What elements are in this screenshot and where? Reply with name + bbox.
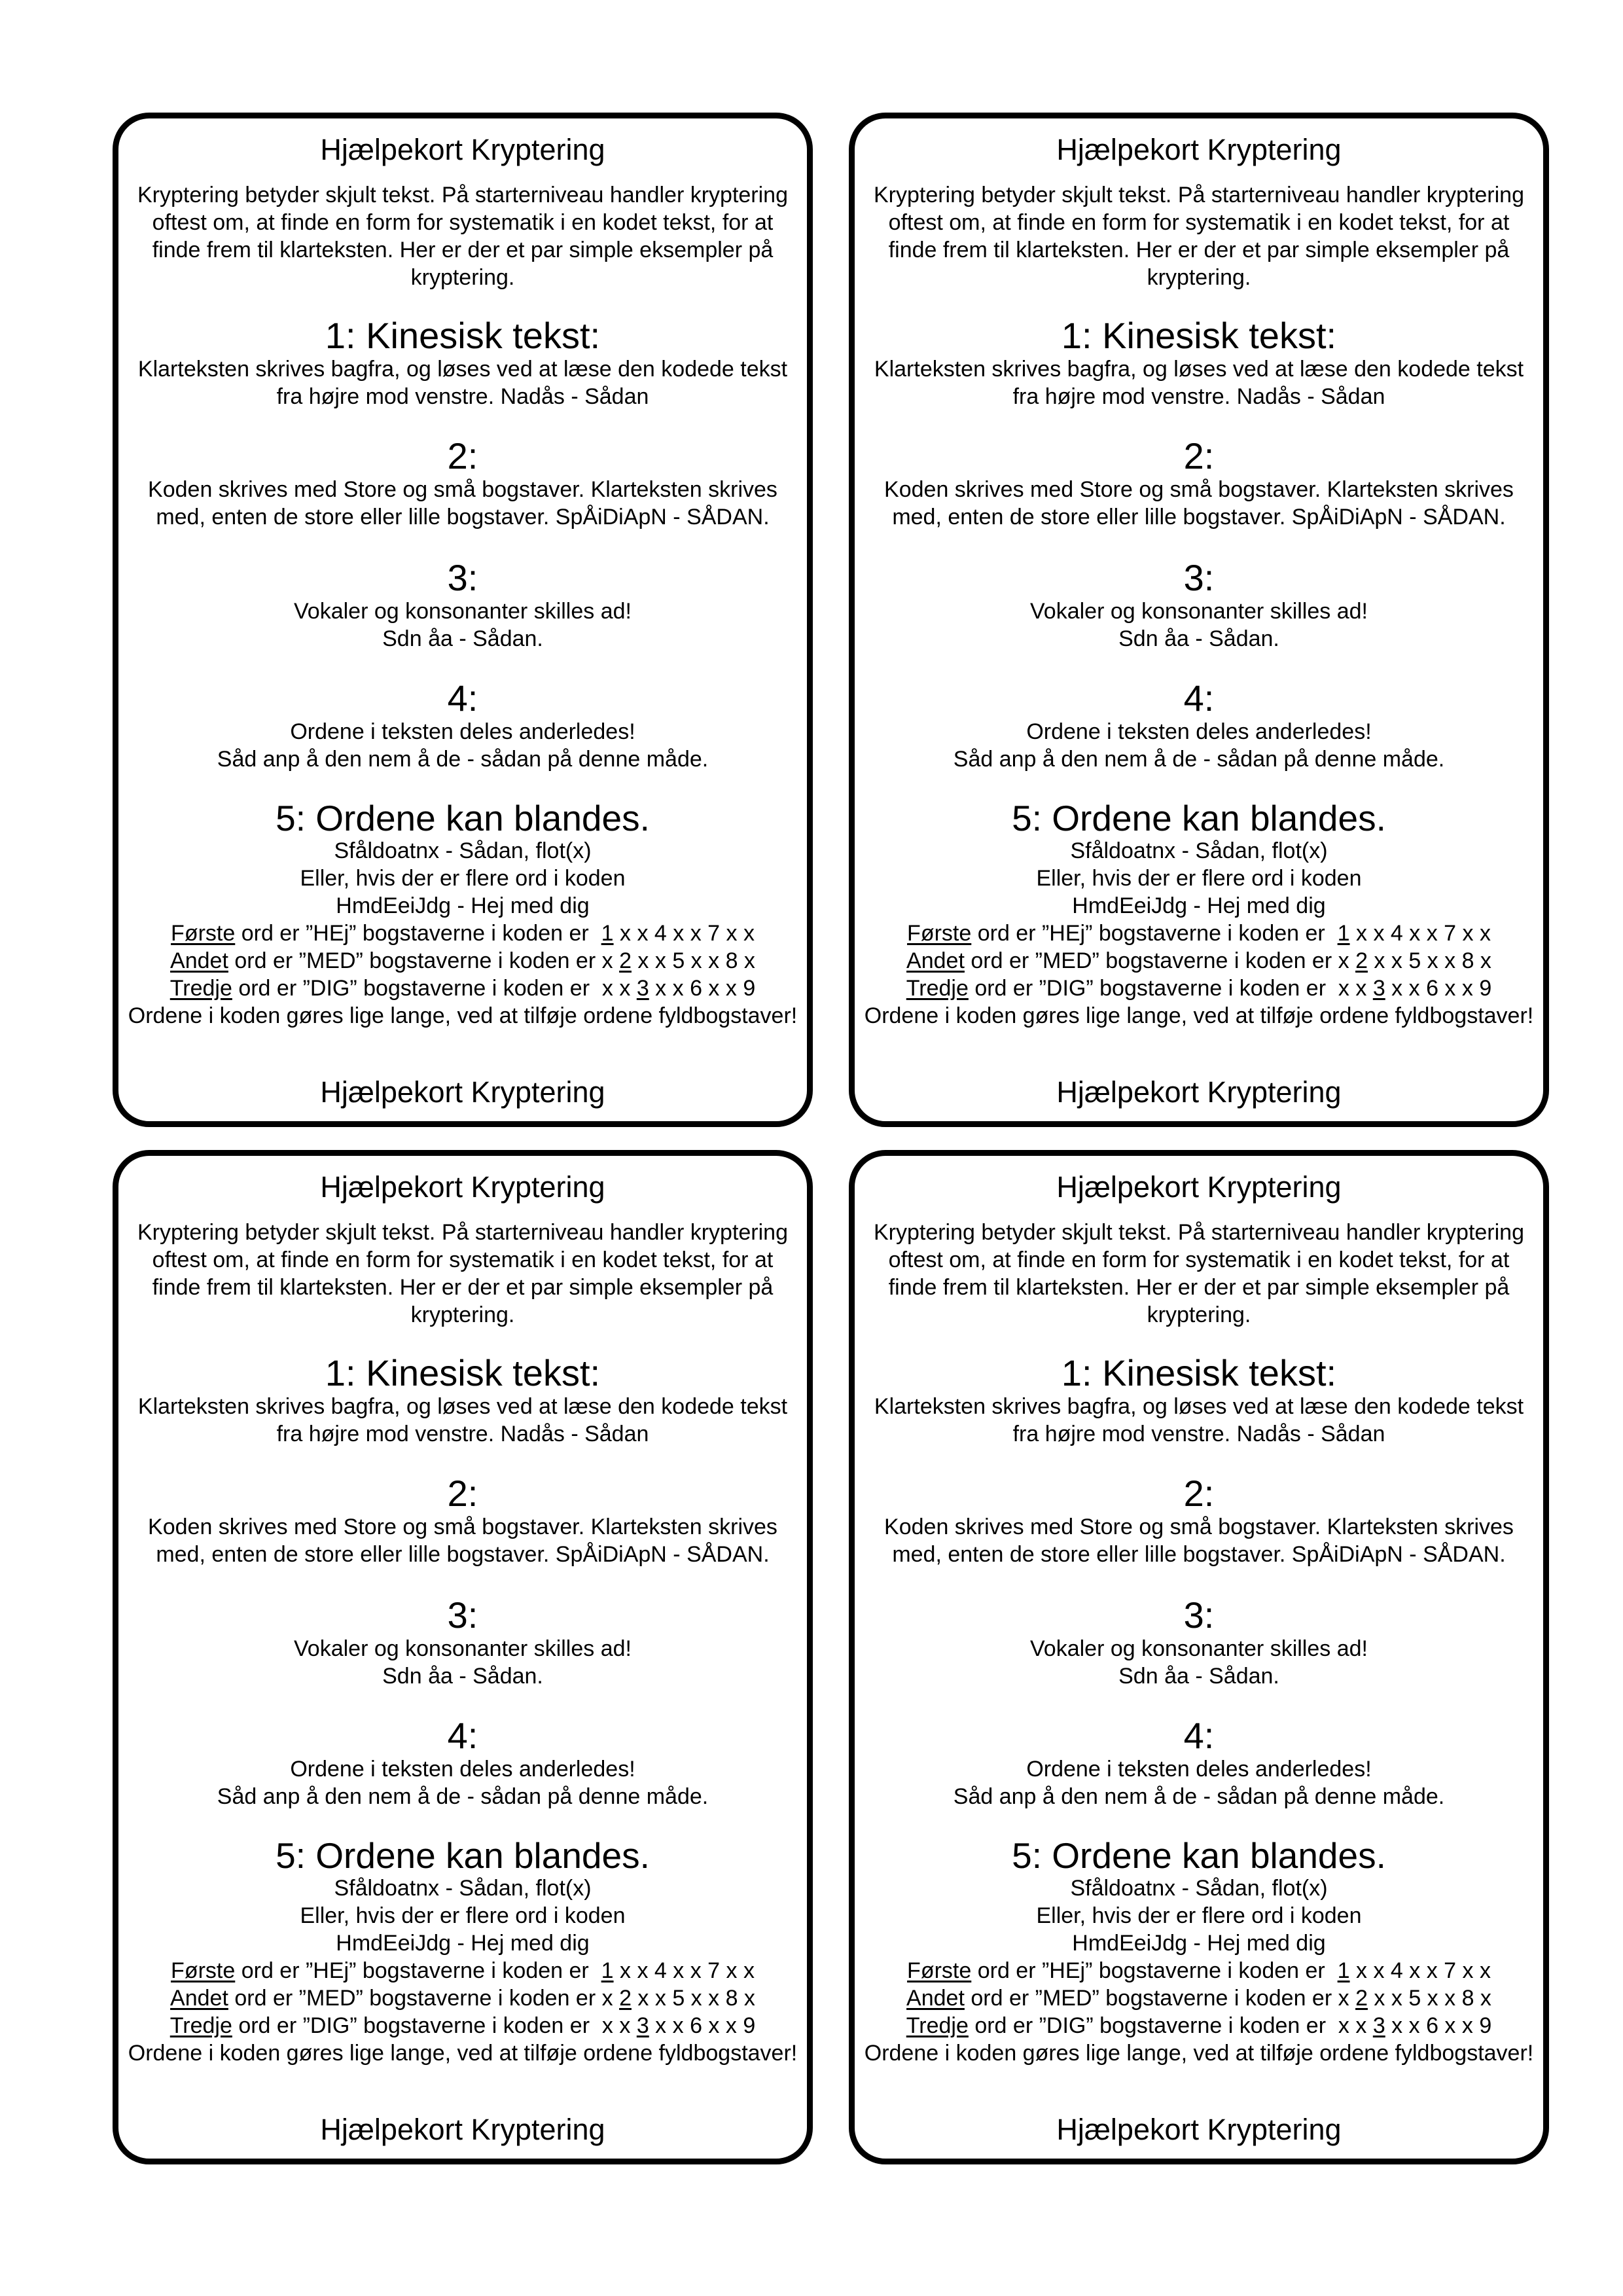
rule-text: x x 5 x x 8 x bbox=[1367, 1986, 1491, 2011]
rule-number: 2 bbox=[1355, 1986, 1368, 2011]
section-5-heading: 5: Ordene kan blandes. bbox=[276, 1835, 650, 1876]
rule-text: x x 5 x x 8 x bbox=[631, 1986, 755, 2011]
section-5-line: Eller, hvis der er flere ord i koden bbox=[300, 1903, 626, 1928]
section-5-heading: 5: Ordene kan blandes. bbox=[1012, 1835, 1386, 1876]
section-3-line: Sdn åa - Sådan. bbox=[382, 1664, 543, 1689]
section-4 bbox=[860, 679, 1538, 773]
section-5-line: HmdEeiJdg - Hej med dig bbox=[1072, 1931, 1326, 1956]
section-1 bbox=[860, 1354, 1538, 1448]
section-4 bbox=[124, 679, 802, 773]
section-1-text: Klarteksten skrives bagfra, og løses ved at læse den kodede tekst fra højre mod venstre. Nadås - Sådan bbox=[137, 357, 788, 409]
section-4-heading: 4: bbox=[1183, 677, 1215, 719]
rule-word: Tredje bbox=[169, 2013, 232, 2038]
rule-text: ord er ”DIG” bogstaverne i koden er x x bbox=[232, 976, 637, 1001]
rule-number: 1 bbox=[1337, 1958, 1350, 1983]
section-5-line: Sfåldoatnx - Sådan, flot(x) bbox=[334, 838, 592, 863]
rule-word: Første bbox=[171, 921, 236, 946]
rule-word: Andet bbox=[906, 1986, 965, 2011]
rule-text: x x 4 x x 7 x x bbox=[613, 921, 755, 946]
card-title: Hjælpekort Kryptering bbox=[1056, 1170, 1342, 1204]
word-rule-2 bbox=[860, 947, 1538, 975]
intro-paragraph: Kryptering betyder skjult tekst. På starterniveau handler kryptering oftest om, at finde en form for systematik i en kodet tekst, for at finde frem til klarteksten. Her er der et par simple eksempler på kryptering. bbox=[137, 183, 789, 290]
rule-text: x x 6 x x 9 bbox=[649, 2013, 756, 2038]
section-5-line: Eller, hvis der er flere ord i koden bbox=[1036, 866, 1362, 891]
rule-text: ord er ”MED” bogstaverne i koden er x bbox=[228, 948, 620, 973]
rule-text: x x 4 x x 7 x x bbox=[1349, 1958, 1491, 1983]
section-2 bbox=[124, 1474, 802, 1568]
section-3 bbox=[124, 558, 802, 653]
section-2-text: Koden skrives med Store og små bogstaver. Klarteksten skrives med, enten de store eller lille bogstaver. SpÅiDiApN - SÅDAN. bbox=[884, 477, 1514, 529]
rule-text: ord er ”HEj” bogstaverne i koden er bbox=[235, 1958, 601, 1983]
word-rule-1 bbox=[124, 920, 802, 947]
section-4-line: Såd anp å den nem å de - sådan på denne måde. bbox=[217, 747, 709, 772]
section-5-heading: 5: Ordene kan blandes. bbox=[1012, 798, 1386, 838]
help-card-3 bbox=[113, 1150, 813, 2164]
rule-word: Tredje bbox=[906, 976, 969, 1001]
rule-word: Første bbox=[907, 921, 972, 946]
rule-word: Andet bbox=[170, 1986, 228, 2011]
help-card-1 bbox=[113, 113, 813, 1127]
help-card-2 bbox=[849, 113, 1549, 1127]
rule-word: Tredje bbox=[169, 976, 232, 1001]
card-title: Hjælpekort Kryptering bbox=[320, 133, 605, 166]
word-rule-2 bbox=[124, 1984, 802, 2012]
section-3-line: Sdn åa - Sådan. bbox=[382, 626, 543, 651]
section-2-heading: 2: bbox=[1183, 435, 1215, 476]
rule-word: Første bbox=[171, 1958, 236, 1983]
section-4 bbox=[124, 1716, 802, 1810]
word-rule-1 bbox=[860, 920, 1538, 947]
word-rule-3 bbox=[860, 975, 1538, 1002]
section-1-heading: 1: Kinesisk tekst: bbox=[1061, 315, 1337, 356]
rule-text: ord er ”MED” bogstaverne i koden er x bbox=[228, 1986, 620, 2011]
section-1-text: Klarteksten skrives bagfra, og løses ved at læse den kodede tekst fra højre mod venstre. Nadås - Sådan bbox=[137, 1394, 788, 1446]
section-2-heading: 2: bbox=[1183, 1473, 1215, 1514]
rule-word: Andet bbox=[906, 948, 965, 973]
word-rule-2 bbox=[860, 1984, 1538, 2012]
rule-text: x x 5 x x 8 x bbox=[631, 948, 755, 973]
section-3-line: Sdn åa - Sådan. bbox=[1118, 626, 1279, 651]
section-5 bbox=[860, 1837, 1538, 2067]
section-1-heading: 1: Kinesisk tekst: bbox=[1061, 1352, 1337, 1393]
card-title: Hjælpekort Kryptering bbox=[320, 1170, 605, 1204]
section-2-heading: 2: bbox=[447, 435, 478, 476]
section-3-heading: 3: bbox=[447, 557, 478, 598]
section-1 bbox=[860, 316, 1538, 410]
rule-word: Første bbox=[907, 1958, 972, 1983]
section-3 bbox=[860, 1596, 1538, 1690]
rule-word: Andet bbox=[170, 948, 228, 973]
section-3-line: Vokaler og konsonanter skilles ad! bbox=[1030, 1636, 1368, 1661]
rule-text: x x 4 x x 7 x x bbox=[613, 1958, 755, 1983]
section-3-line: Vokaler og konsonanter skilles ad! bbox=[294, 599, 632, 624]
section-4-line: Såd anp å den nem å de - sådan på denne måde. bbox=[953, 1784, 1445, 1809]
section-3-line: Vokaler og konsonanter skilles ad! bbox=[294, 1636, 632, 1661]
section-5-line: HmdEeiJdg - Hej med dig bbox=[1072, 893, 1326, 918]
word-rule-1 bbox=[860, 1957, 1538, 1984]
card-footer: Hjælpekort Kryptering bbox=[320, 2113, 605, 2146]
section-4-line: Ordene i teksten deles anderledes! bbox=[290, 1757, 635, 1782]
section-1-heading: 1: Kinesisk tekst: bbox=[325, 1352, 601, 1393]
section-1-text: Klarteksten skrives bagfra, og løses ved at læse den kodede tekst fra højre mod venstre. Nadås - Sådan bbox=[874, 357, 1524, 409]
rule-number: 3 bbox=[1372, 2013, 1385, 2038]
rule-number: 1 bbox=[1337, 921, 1350, 946]
section-2-heading: 2: bbox=[447, 1473, 478, 1514]
section-3-heading: 3: bbox=[1183, 1594, 1215, 1636]
section-5-line: Eller, hvis der er flere ord i koden bbox=[300, 866, 626, 891]
rule-text: ord er ”HEj” bogstaverne i koden er bbox=[971, 921, 1338, 946]
section-1 bbox=[124, 316, 802, 410]
rule-text: x x 6 x x 9 bbox=[1385, 976, 1492, 1001]
section-4-line: Såd anp å den nem å de - sådan på denne måde. bbox=[217, 1784, 709, 1809]
section-2-text: Koden skrives med Store og små bogstaver. Klarteksten skrives med, enten de store eller lille bogstaver. SpÅiDiApN - SÅDAN. bbox=[148, 1515, 777, 1567]
section-4 bbox=[860, 1716, 1538, 1810]
rule-number: 3 bbox=[636, 976, 649, 1001]
section-3-line: Vokaler og konsonanter skilles ad! bbox=[1030, 599, 1368, 624]
section-4-heading: 4: bbox=[447, 677, 478, 719]
rule-number: 3 bbox=[636, 2013, 649, 2038]
rule-word: Tredje bbox=[906, 2013, 969, 2038]
rule-number: 2 bbox=[1355, 948, 1368, 973]
section-3-line: Sdn åa - Sådan. bbox=[1118, 1664, 1279, 1689]
rule-text: ord er ”DIG” bogstaverne i koden er x x bbox=[232, 2013, 637, 2038]
section-2-text: Koden skrives med Store og små bogstaver. Klarteksten skrives med, enten de store eller lille bogstaver. SpÅiDiApN - SÅDAN. bbox=[148, 477, 777, 529]
section-4-heading: 4: bbox=[447, 1715, 478, 1756]
section-5-line: Sfåldoatnx - Sådan, flot(x) bbox=[1070, 838, 1328, 863]
word-rule-1 bbox=[124, 1957, 802, 1984]
section-1-text: Klarteksten skrives bagfra, og løses ved at læse den kodede tekst fra højre mod venstre. Nadås - Sådan bbox=[874, 1394, 1524, 1446]
rule-text: ord er ”HEj” bogstaverne i koden er bbox=[235, 921, 601, 946]
section-5-line: Sfåldoatnx - Sådan, flot(x) bbox=[1070, 1876, 1328, 1901]
section-2 bbox=[860, 1474, 1538, 1568]
section-5 bbox=[124, 1837, 802, 2067]
section-5-footer-text: Ordene i koden gøres lige lange, ved at tilføje ordene fyldbogstaver! bbox=[864, 2041, 1534, 2066]
rule-text: ord er ”MED” bogstaverne i koden er x bbox=[964, 1986, 1356, 2011]
section-5-line: HmdEeiJdg - Hej med dig bbox=[336, 893, 590, 918]
section-4-heading: 4: bbox=[1183, 1715, 1215, 1756]
card-title: Hjælpekort Kryptering bbox=[1056, 133, 1342, 166]
rule-text: x x 5 x x 8 x bbox=[1367, 948, 1491, 973]
help-card-4 bbox=[849, 1150, 1549, 2164]
rule-number: 3 bbox=[1372, 976, 1385, 1001]
section-2 bbox=[124, 437, 802, 531]
rule-text: x x 4 x x 7 x x bbox=[1349, 921, 1491, 946]
section-5-footer-text: Ordene i koden gøres lige lange, ved at tilføje ordene fyldbogstaver! bbox=[128, 2041, 798, 2066]
card-footer: Hjælpekort Kryptering bbox=[320, 1075, 605, 1109]
section-2-text: Koden skrives med Store og små bogstaver. Klarteksten skrives med, enten de store eller lille bogstaver. SpÅiDiApN - SÅDAN. bbox=[884, 1515, 1514, 1567]
word-rule-3 bbox=[124, 975, 802, 1002]
section-3 bbox=[124, 1596, 802, 1690]
rule-number: 1 bbox=[601, 1958, 614, 1983]
intro-paragraph: Kryptering betyder skjult tekst. På starterniveau handler kryptering oftest om, at finde en form for systematik i en kodet tekst, for at finde frem til klarteksten. Her er der et par simple eksempler på kryptering. bbox=[873, 183, 1525, 290]
section-5 bbox=[124, 799, 802, 1030]
section-5-line: Sfåldoatnx - Sådan, flot(x) bbox=[334, 1876, 592, 1901]
word-rule-3 bbox=[124, 2012, 802, 2039]
rule-text: x x 6 x x 9 bbox=[649, 976, 756, 1001]
intro-paragraph: Kryptering betyder skjult tekst. På starterniveau handler kryptering oftest om, at finde en form for systematik i en kodet tekst, for at finde frem til klarteksten. Her er der et par simple eksempler på kryptering. bbox=[137, 1220, 789, 1327]
rule-number: 2 bbox=[619, 1986, 632, 2011]
section-3-heading: 3: bbox=[1183, 557, 1215, 598]
rule-text: x x 6 x x 9 bbox=[1385, 2013, 1492, 2038]
rule-number: 1 bbox=[601, 921, 614, 946]
word-rule-2 bbox=[124, 947, 802, 975]
rule-text: ord er ”MED” bogstaverne i koden er x bbox=[964, 948, 1356, 973]
rule-text: ord er ”DIG” bogstaverne i koden er x x bbox=[968, 2013, 1373, 2038]
section-5-line: Eller, hvis der er flere ord i koden bbox=[1036, 1903, 1362, 1928]
section-1 bbox=[124, 1354, 802, 1448]
section-4-line: Ordene i teksten deles anderledes! bbox=[290, 719, 635, 744]
card-footer: Hjælpekort Kryptering bbox=[1056, 1075, 1342, 1109]
rule-number: 2 bbox=[619, 948, 632, 973]
section-3-heading: 3: bbox=[447, 1594, 478, 1636]
rule-text: ord er ”HEj” bogstaverne i koden er bbox=[971, 1958, 1338, 1983]
rule-text: ord er ”DIG” bogstaverne i koden er x x bbox=[968, 976, 1373, 1001]
section-5-footer-text: Ordene i koden gøres lige lange, ved at tilføje ordene fyldbogstaver! bbox=[864, 1003, 1534, 1028]
section-5-line: HmdEeiJdg - Hej med dig bbox=[336, 1931, 590, 1956]
section-4-line: Såd anp å den nem å de - sådan på denne måde. bbox=[953, 747, 1445, 772]
section-5-heading: 5: Ordene kan blandes. bbox=[276, 798, 650, 838]
section-3 bbox=[860, 558, 1538, 653]
section-1-heading: 1: Kinesisk tekst: bbox=[325, 315, 601, 356]
section-2 bbox=[860, 437, 1538, 531]
section-4-line: Ordene i teksten deles anderledes! bbox=[1026, 1757, 1372, 1782]
intro-paragraph: Kryptering betyder skjult tekst. På starterniveau handler kryptering oftest om, at finde en form for systematik i en kodet tekst, for at finde frem til klarteksten. Her er der et par simple eksempler på kryptering. bbox=[873, 1220, 1525, 1327]
section-5-footer-text: Ordene i koden gøres lige lange, ved at tilføje ordene fyldbogstaver! bbox=[128, 1003, 798, 1028]
card-footer: Hjælpekort Kryptering bbox=[1056, 2113, 1342, 2146]
section-5 bbox=[860, 799, 1538, 1030]
word-rule-3 bbox=[860, 2012, 1538, 2039]
section-4-line: Ordene i teksten deles anderledes! bbox=[1026, 719, 1372, 744]
